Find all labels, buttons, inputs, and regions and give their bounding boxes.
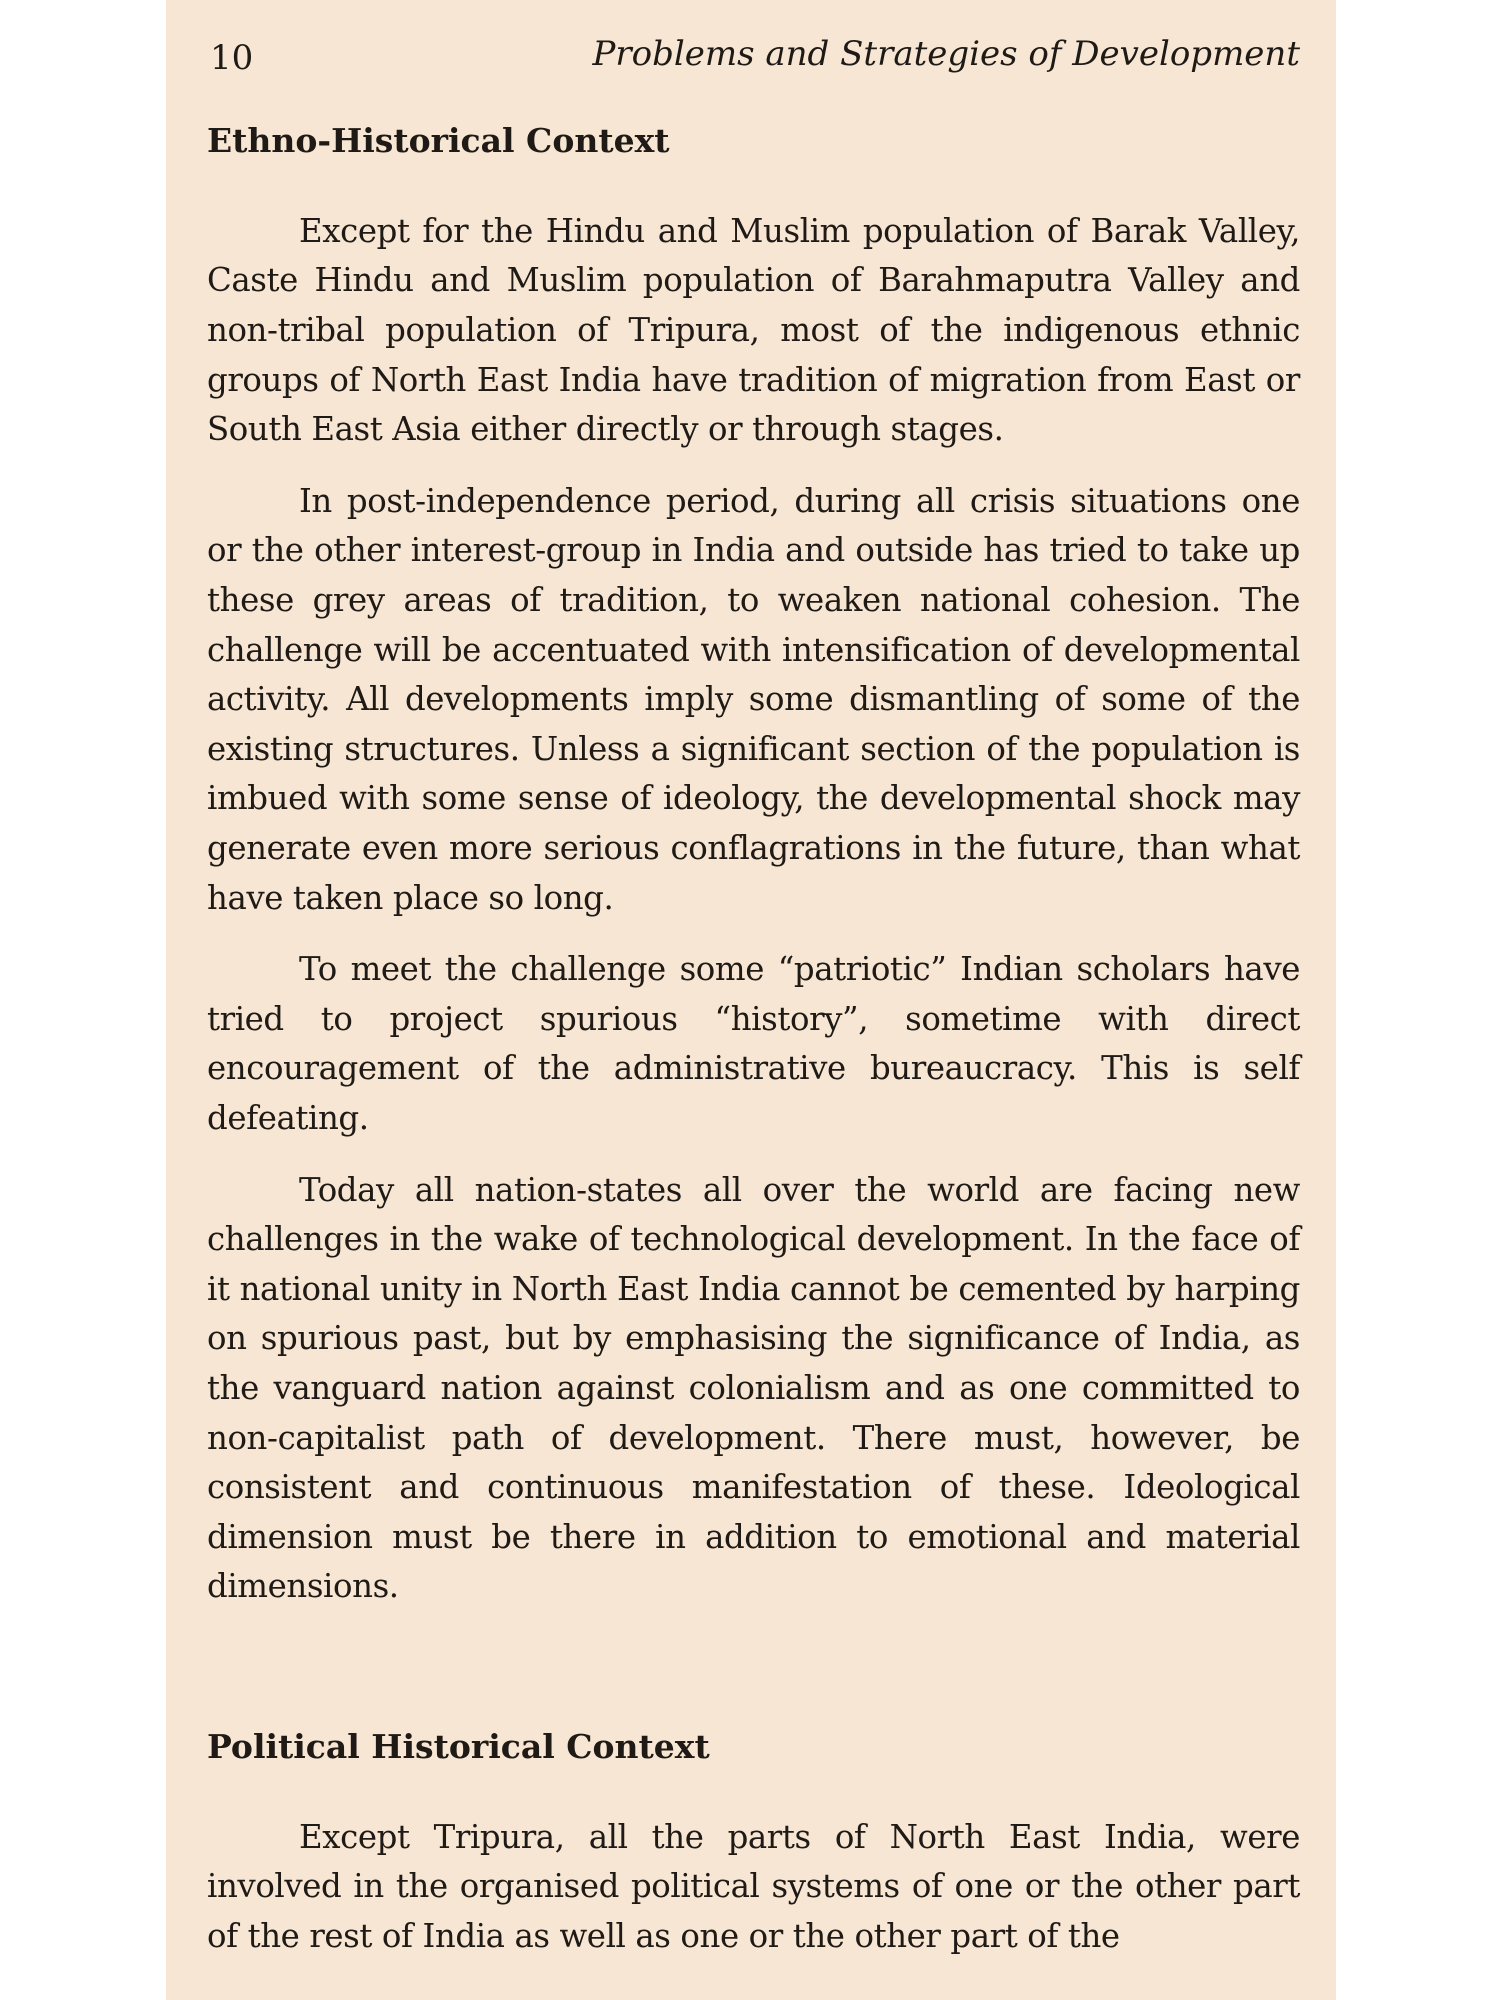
book-page	[166, 0, 1336, 2000]
paragraph: Except for the Hindu and Muslim population of Barak Valley, Caste Hindu and Muslim population of Barahmaputra Valley and non-tribal population of Tripura, most of the indigenous ethnic groups of North East India have tradition of migration from East or South East Asia either directly or through stages.	[207, 211, 1300, 449]
section-heading-ethno-historical: Ethno-Historical Context	[207, 121, 670, 160]
paragraph: To meet the challenge some “patriotic” Indian scholars have tried to project spurious “history”, sometime with direct encouragement of the administrative bureaucracy. This is self defeating.	[207, 950, 1300, 1137]
page-body	[207, 120, 1300, 1984]
page-number: 10	[210, 38, 254, 78]
paragraph: Today all nation-states all over the world are facing new challenges in the wake of technological development. In the face of it national unity in North East India cannot be cemented by harping on spurious past, but by emphasising the significance of India, as the vanguard nation against colonialism and as one committed to non-capitalist path of development. There must, however, be consistent and continuous manifestation of these. Ideological dimension must be there in addition to emotional and material dimensions.	[207, 1170, 1300, 1606]
paragraph: In post-independence period, during all crisis situations one or the other interest-group in India and outside has tried to take up these grey areas of tradition, to weaken national cohesion. The challenge will be accentuated with intensification of developmental activity. All developments imply some dismantling of some of the existing structures. Unless a significant section of the population is imbued with some sense of ideology, the developmental shock may generate even more serious conflagrations in the future, than what have taken place so long.	[207, 481, 1300, 917]
paragraph: Except Tripura, all the parts of North East India, were involved in the organised political systems of one or the other part of the rest of India as well as one or the other part of the	[207, 1817, 1300, 1955]
section-heading-political-historical: Political Historical Context	[207, 1726, 710, 1766]
running-header-title: Problems and Strategies of Development	[592, 34, 1300, 74]
